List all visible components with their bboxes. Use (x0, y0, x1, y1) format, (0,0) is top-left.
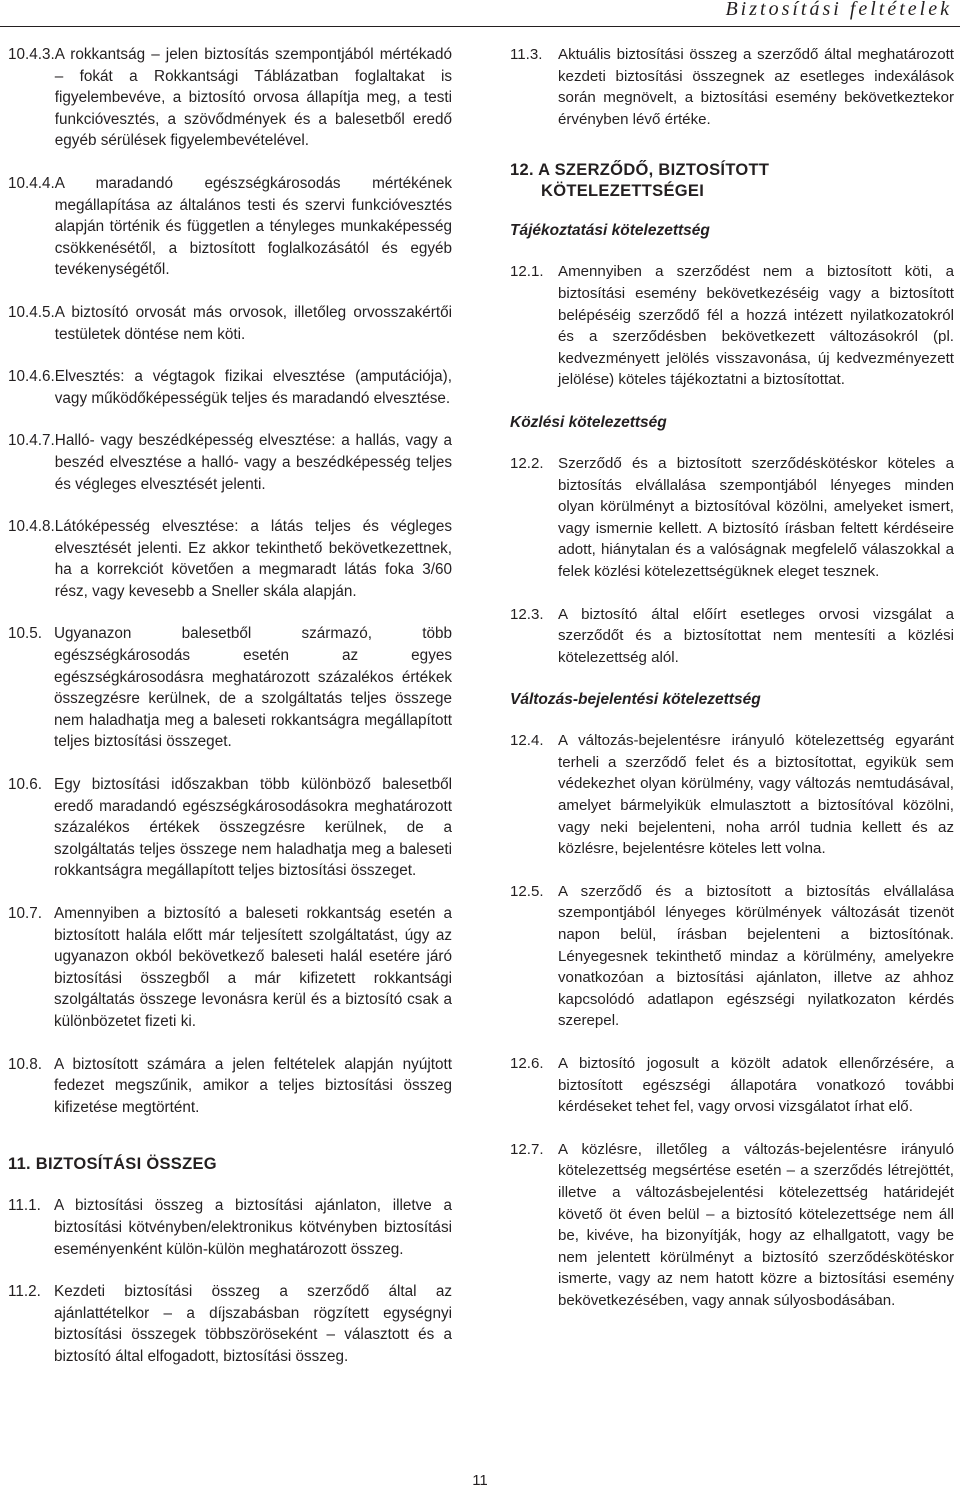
subheading-information-duty: Tájékoztatási kötelezettség (510, 222, 710, 240)
page-number: 11 (472, 1472, 488, 1489)
clause-number: 12.6. (510, 1055, 544, 1072)
clause-text: Aktuális biztosítási összeg a szerződő által meghatározott kezdeti biztosítási összegnek az esetleges indexálások során megnövelt, a biztosítási esemény bekövetkeztekor érvényben lévő értéke. (558, 46, 954, 128)
clause (510, 730, 954, 860)
clause-number: 11.1. (8, 1197, 41, 1215)
clause (8, 1281, 452, 1367)
clause-text: A biztosító által előírt esetleges orvosi vizsgálat a szerződőt és a biztosítottat nem mentesíti a közlési kötelezettség alól. (558, 605, 954, 666)
clause-text: A rokkantság – jelen biztosítás szempontjából mértékadó – fokát a Rokkantsági Táblázatban foglaltakat is figyelembevéve, a biztosító orvosa állapítja meg, a testi funkcióvesztés, a szövődmények és a balesetből eredő egyéb sérülések figyelembevételével. (54, 46, 452, 150)
clause (8, 44, 452, 152)
clause (510, 604, 954, 669)
clause-text: Kezdeti biztosítási összeg a szerződő által az ajánlattételkor – a díjszabásban rögzített egységnyi biztosítási összegek többszöröseként – választott és a biztosító által elfogadott, biztosítási összeg. (54, 1283, 452, 1365)
clause-number: 12.4. (510, 732, 544, 750)
clause-text: Látóképesség elvesztése: a látás teljes és végleges elvesztését jelenti. Ez akkor tekinthető bekövetkezettnek, ha a korrekciót követően a megmaradt látás foka 3/60 rész, vagy kevesebb a Sneller skála alapján. (54, 518, 452, 600)
clause-text: A maradandó egészségkárosodás mértékének megállapítása az általános testi és szervi funkcióvesztés alapján történik és független a tényleges munkaképesség csökkenésétől, a biztosított foglalkozásától és egyéb tevékenységétől. (54, 174, 452, 279)
clause-text: Ugyanazon balesetből származó, több egészségkárosodás esetén az egyes egészségkárosodásra meghatározott százalékos értékek összegzésre kerülnek, de a szolgáltatás teljes összege nem haladhatja meg a baleseti rokkantságra megállapított teljes biztosítási összeget. (54, 625, 452, 751)
clause-number: 10.6. (8, 776, 43, 794)
section-12-title (510, 160, 954, 202)
clause (510, 261, 954, 391)
clause-number: 11.2. (8, 1283, 41, 1301)
section-12-title-line2: KÖTELEZETTSÉGEI (541, 182, 705, 201)
clause-number: 12.7. (510, 1140, 544, 1158)
clause (510, 1053, 954, 1118)
clause (510, 44, 954, 130)
clause-text: Amennyiben a szerződést nem a biztosított köti, a biztosítási esemény bekövetkezéséig vagy a biztosított belépéséig szerződő fél a hozzá intézett nyilatkozatokról és a szerződésben bekövetkezett változásokról (pl. kedvezményett jelölés visszavonása, új kedvezményezett jelölése) köteles tájékoztatni a biztosítottat. (558, 263, 954, 389)
clause-text: A változás-bejelentésre irányuló kötelezettség egyaránt terheli a szerződő felet és a biztosítottat, egyikük sem védekezhet olyan körülmény, vagy változás nemtudásával, amelyet bármelyikük elmulasztott a biztosítóval közölni, vagy neki bejelenteni, noha arról tudnia kellett és az közlésre, bejelentésre köteles lett volna. (558, 732, 954, 858)
left-column (8, 44, 452, 1389)
clause-number: 10.4.6. (8, 368, 55, 386)
clause (8, 366, 452, 409)
clause-text: Egy biztosítási időszakban több különböző balesetből eredő maradandó egészségkárosodásokra meghatározott százalékos értékek összegzésre kerülnek, de a szolgáltatás teljes összege nem haladhatja meg a baleseti rokkantságra megállapított teljes biztosítási összeget. (54, 776, 452, 880)
right-column (510, 44, 954, 1333)
clause-text: A biztosító orvosát más orvosok, illetőleg orvosszakértői testületek döntése nem köti. (54, 303, 452, 343)
running-header (0, 0, 960, 27)
subheading-disclosure-duty: Közlési kötelezettség (510, 413, 667, 431)
clause-number: 12.3. (510, 605, 544, 623)
clause (8, 1054, 452, 1119)
clause-number: 12.5. (510, 882, 544, 900)
clause-number: 10.5. (8, 625, 43, 643)
clause-text: A szerződő és a biztosított a biztosítás elvállalása szempontjából lényeges körülmények változását tizenöt napon belül, írásban bejelenteni a biztosítónak. Lényegesnek tekinthető mindaz a körülmény, amelyekre vonatkozóan a biztosítási ajánlaton, illetve az ahhoz kapcsolódó adatlapon egészségi nyilatkozaton kérdés szerepel. (558, 882, 954, 1030)
clause-number: 10.4.7. (8, 432, 55, 450)
clause-text: Elvesztés: a végtagok fizikai elvesztése (amputációja), vagy működőképességük teljes és maradandó elvesztése. (54, 368, 452, 407)
clause-text: A közlésre, illetőleg a változás-bejelentésre irányuló kötelezettség megsértése esetén – a szerződés létrejöttét, illetve a változásbejelentési kötelezettség határidejét követő öt éven belül – a biztosító kötelezettsége nem áll be, kivéve, ha bizonyítják, hogy az elhallgatott, vagy be nem jelentett körülményt a biztosító szerződéskötéskor ismerte, vagy az nem hatott közre a biztosítási esemény bekövetkezésében, vagy annak súlyosbodásában. (558, 1140, 954, 1309)
clause-number: 10.4.3. (8, 46, 55, 63)
clause-text: Szerződő és a biztosított szerződéskötéskor köteles a biztosítás elvállalása szempontjából lényeges minden olyan körülményt a biztosítóval közölni, amelyeket ismert, vagy ismernie kellett. A biztosító írásban feltett kérdéseire adott, hiánytalan és a valóságnak megfelelő válaszokkal a felek közlési kötelezettségüknek eleget tesznek. (558, 454, 954, 580)
clause (8, 774, 452, 882)
clause-number: 10.4.4. (8, 174, 55, 192)
clause (510, 1139, 954, 1312)
clause (8, 173, 452, 281)
clause-number: 12.2. (510, 454, 544, 472)
clause-number: 10.8. (8, 1055, 43, 1073)
clause-number: 11.3. (510, 46, 543, 63)
subheading-change-notification-duty: Változás-bejelentési kötelezettség (510, 691, 761, 709)
header-title: Biztosítási feltételek (725, 0, 952, 20)
clause (8, 430, 452, 495)
clause (8, 903, 452, 1033)
clause-text: Amennyiben a biztosító a baleseti rokkantság esetén a biztosított halála előtt már teljesített szolgáltatást, úgy az ugyanazon okból bekövetkező baleseti halál esetére járó biztosítási összegből a már kifizetett rokkantsági szolgáltatás összege levonásra kerül és a biztosító csak a különbözetet fizeti ki. (54, 905, 452, 1030)
clause-number: 10.4.8. (8, 518, 55, 536)
clause-number: 10.7. (8, 905, 43, 922)
clause (510, 453, 954, 583)
clause (8, 516, 452, 602)
clause-text: A biztosító jogosult a közölt adatok ellenőrzésére, a biztosított egészségi állapotára vonatkozó további kérdéseket tehet fel, vagy orvosi vizsgálatot írhat elő. (558, 1055, 954, 1116)
clause-number: 12.1. (510, 263, 544, 281)
clause (8, 1195, 452, 1260)
clause-number: 10.4.5. (8, 303, 55, 321)
section-12-title-line1: 12. A SZERZŐDŐ, BIZTOSÍTOTT (510, 161, 770, 180)
clause-text: A biztosított számára a jelen feltételek alapján nyújtott fedezet megszűnik, amikor a teljes biztosítási összeg kifizetése megtörtént. (54, 1055, 452, 1116)
section-11-title: 11. BIZTOSÍTÁSI ÖSSZEG (8, 1155, 217, 1174)
clause (510, 881, 954, 1032)
clause-text: Halló- vagy beszédképesség elvesztése: a hallás, vagy a beszéd elvesztése a halló- vagy a beszédképesség teljes és végleges elvesztését jelenti. (54, 432, 452, 493)
clause (8, 623, 452, 753)
clause (8, 302, 452, 345)
clause-text: A biztosítási összeg a biztosítási ajánlaton, illetve a biztosítási kötvényben/elektronikus kötvényben biztosítási eseményenként külön-külön meghatározott összeg. (54, 1197, 452, 1258)
